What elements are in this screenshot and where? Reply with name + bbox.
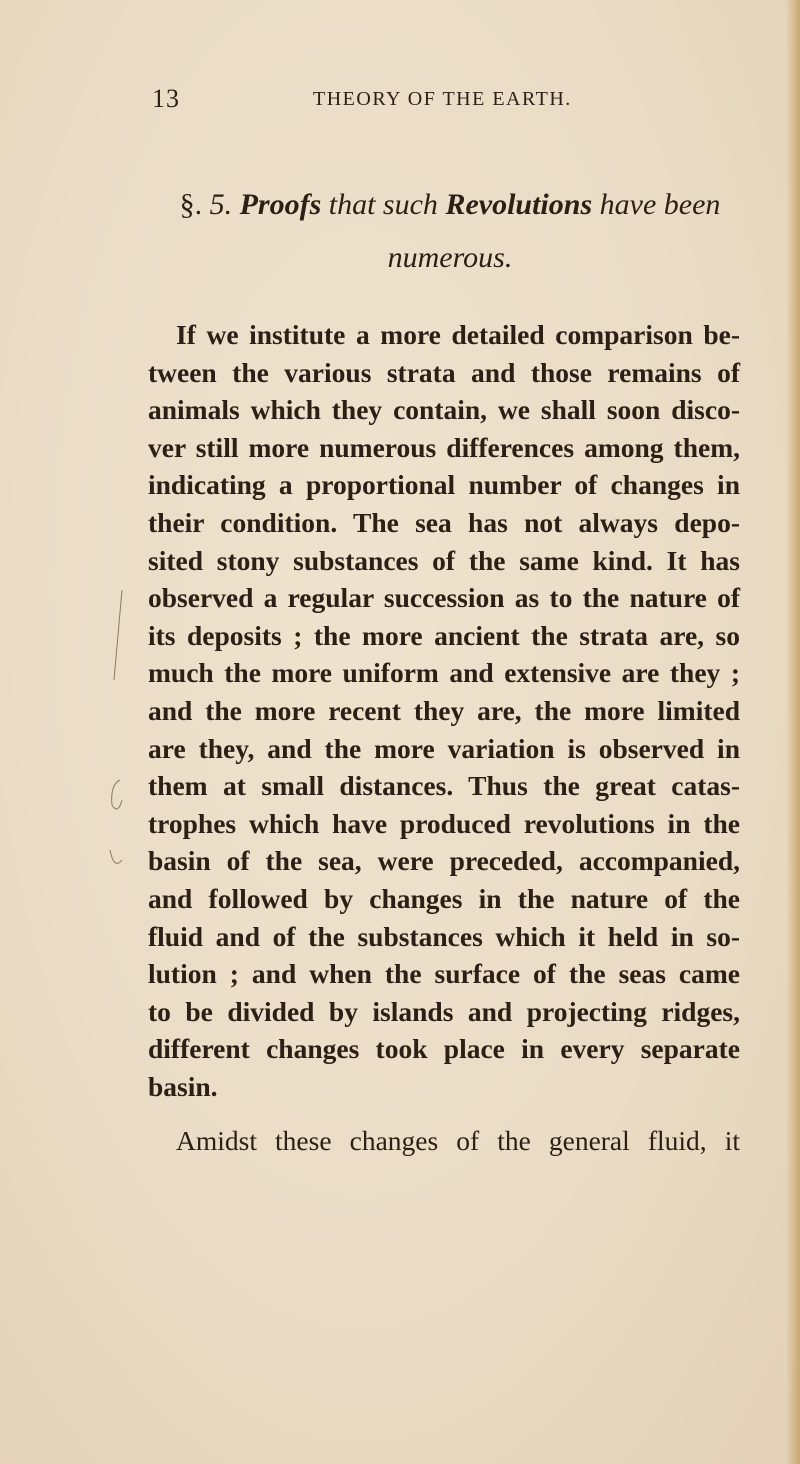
- text-line: animals which they contain, we shall soon disco-: [148, 394, 740, 426]
- text-line: their condition. The sea has not always depo-: [148, 506, 740, 538]
- section-title-revolutions: Revolutions: [445, 188, 593, 221]
- section-title-have-been: have been: [599, 188, 721, 221]
- text-line: basin of the sea, were preceded, accompanied,: [148, 845, 740, 877]
- paragraph-1: [148, 316, 740, 1105]
- text-line: are they, and the more variation is observed in: [148, 732, 740, 764]
- running-title: THEORY OF THE EARTH.: [313, 88, 572, 110]
- text-line: and the more recent they are, the more limited: [148, 694, 740, 726]
- running-head: [0, 84, 800, 124]
- text-line: indicating a proportional number of changes in: [148, 469, 740, 501]
- text-line: to be divided by islands and projecting ridges,: [148, 995, 740, 1027]
- text-line: different changes took place in every separate: [148, 1033, 740, 1065]
- text-line: and followed by changes in the nature of the: [148, 882, 740, 914]
- text-line: fluid and of the substances which it held in so-: [148, 920, 740, 952]
- text-line: sited stony substances of the same kind. It has: [148, 544, 740, 576]
- text-line: Amidst these changes of the general fluid, it: [176, 1125, 740, 1156]
- text-line: basin.: [148, 1070, 218, 1102]
- text-line: ver still more numerous differences among them,: [148, 431, 740, 463]
- section-heading-line-1: [140, 178, 760, 231]
- page-edge-shadow: [786, 0, 800, 1464]
- text-line: lution ; and when the surface of the seas came: [148, 958, 740, 990]
- text-line: tween the various strata and those remains of: [148, 356, 740, 388]
- text-line: observed a regular succession as to the nature of: [148, 582, 740, 614]
- section-symbol: §.: [179, 188, 203, 221]
- text-line: its deposits ; the more ancient the strata are, so: [148, 619, 740, 651]
- text-line: much the more uniform and extensive are they ;: [148, 657, 740, 689]
- section-title-numerous: numerous.: [387, 241, 513, 274]
- section-heading: [140, 178, 760, 284]
- section-title-proofs: Proofs: [239, 188, 322, 221]
- section-title-that-such: that such: [328, 188, 438, 221]
- page-number: 13: [152, 84, 180, 113]
- margin-pencil-mark: [100, 590, 130, 890]
- section-heading-line-2: [140, 231, 760, 284]
- paragraph-2: [148, 1122, 740, 1160]
- text-line: If we institute a more detailed comparison be-: [176, 319, 740, 350]
- text-line: trophes which have produced revolutions in the: [148, 807, 740, 839]
- section-number: 5.: [209, 188, 233, 221]
- text-line: them at small distances. Thus the great catas-: [148, 770, 740, 802]
